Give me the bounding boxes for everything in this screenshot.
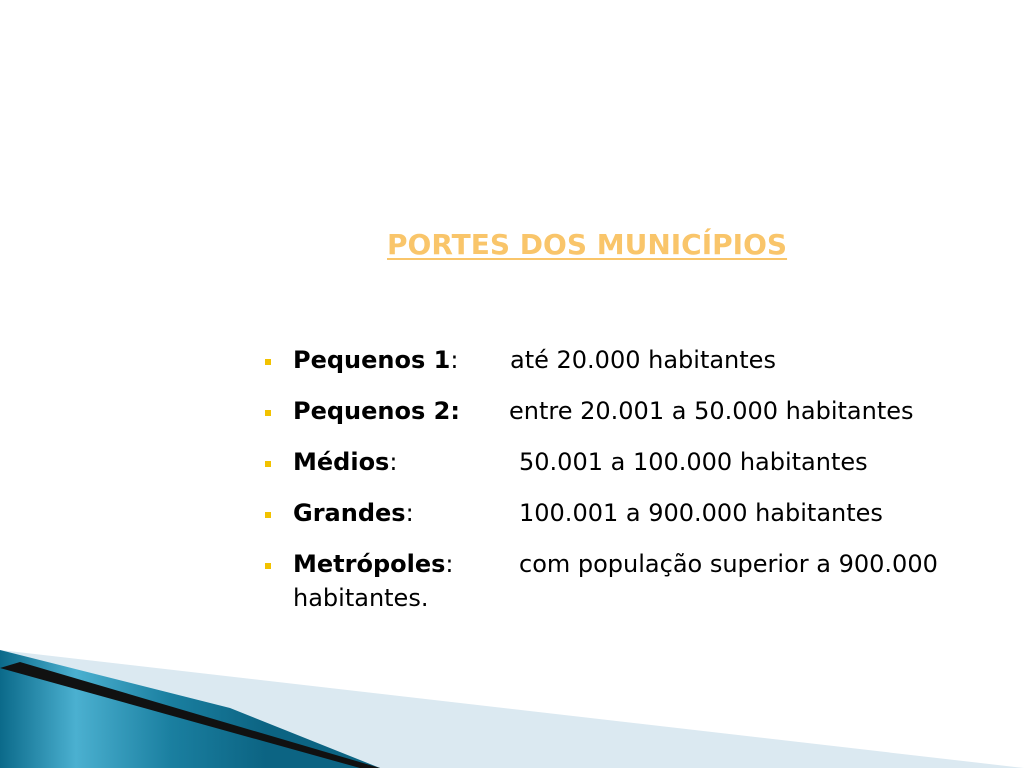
- item-term: Grandes: [293, 499, 406, 527]
- item-value: 50.001 a 100.000 habitantes: [519, 448, 868, 476]
- item-value: até 20.000 habitantes: [510, 346, 776, 374]
- item-term: Médios: [293, 448, 390, 476]
- bullet-icon: [265, 359, 271, 365]
- item-term: Pequenos 2:: [293, 397, 460, 425]
- list-item: [263, 445, 1021, 479]
- decorative-footer-band: [0, 638, 1024, 768]
- item-separator: :: [389, 448, 398, 476]
- item-value: com população superior a 900.000 habitantes.: [293, 550, 938, 612]
- item-value: entre 20.001 a 50.000 habitantes: [509, 397, 914, 425]
- list-item: [263, 394, 1021, 428]
- item-term: Pequenos 1: [293, 346, 451, 374]
- list-item: [263, 343, 1021, 377]
- list-item: [263, 496, 1021, 530]
- bullet-icon: [265, 410, 271, 416]
- bullet-icon: [265, 461, 271, 467]
- bullet-icon: [265, 512, 271, 518]
- item-term: Metrópoles: [293, 550, 446, 578]
- item-separator: :: [450, 346, 459, 374]
- bullet-list: [263, 343, 1021, 632]
- item-separator: :: [405, 499, 414, 527]
- slide-title: PORTES DOS MUNICÍPIOS: [387, 228, 788, 261]
- bullet-icon: [265, 563, 271, 569]
- list-item: [263, 547, 1021, 615]
- item-value: 100.001 a 900.000 habitantes: [519, 499, 883, 527]
- item-separator: :: [445, 550, 454, 578]
